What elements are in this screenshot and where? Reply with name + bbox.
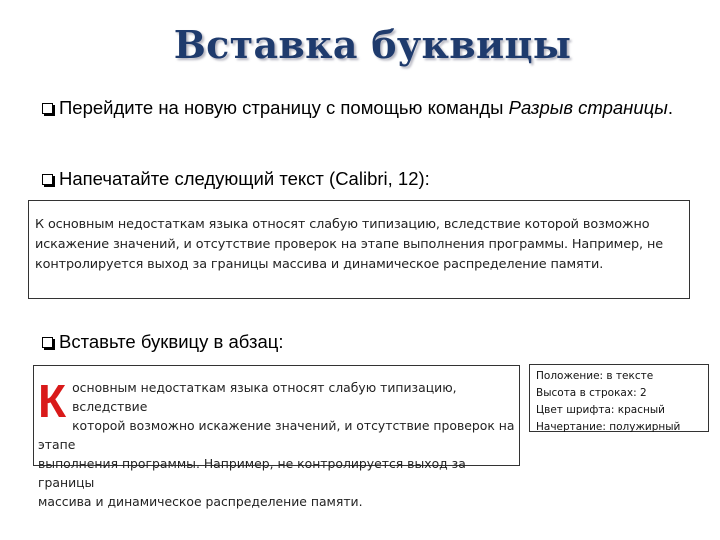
checkbox-bullet-icon [42,103,53,114]
step-text: Вставьте буквицу в абзац: [59,331,284,352]
step-text: Напечатайте следующий текст (Calibri, 12): [59,168,430,189]
setting-lines-height: Высота в строках: 2 [536,387,647,399]
sample-line: контролируется выход за границы массива и динамическое распределение памяти. [35,257,604,272]
slide-title: Вставка буквицы [173,22,572,67]
dropcap-line: выполнения программы. Например, не контролируется выход за границы [38,456,466,490]
setting-font-color: Цвет шрифта: красный [536,404,665,416]
dropcap-line: массива и динамическое распределение памяти. [38,494,363,509]
checkbox-bullet-icon [42,337,53,348]
step-text: Перейдите на новую страницу с помощью команды [59,97,509,118]
sample-line: К основным недостаткам языка относят слабую типизацию, вследствие которой возможно [35,217,650,232]
dropcap-letter: К [38,375,67,427]
step-italic-command: Разрыв страницы [508,97,668,118]
dropcap-settings-box [529,364,709,432]
checkbox-bullet-icon [42,174,53,185]
setting-position: Положение: в тексте [536,370,654,382]
setting-font-style: Начертание: полужирный [536,421,681,433]
dropcap-line: которой возможно искажение значений, и отсутствие проверок на этапе [38,418,515,452]
sample-line: искажение значений, и отсутствие проверок на этапе выполнения программы. Например, не [35,237,664,252]
step-insert-dropcap [42,329,692,355]
dropcap-example-box [33,365,520,509]
step-text-end: . [667,97,673,118]
step-type-text [42,166,692,192]
dropcap-line: основным недостаткам языка относят слабую типизацию, вследствие [72,380,457,414]
sample-paragraph-box [28,200,690,299]
step-page-break [42,95,692,121]
